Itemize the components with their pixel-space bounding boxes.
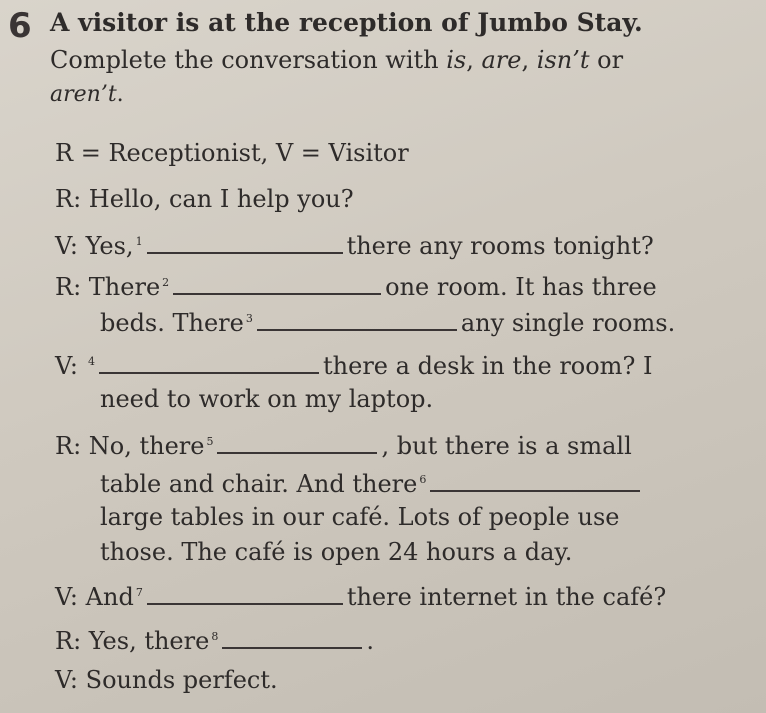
word-are: are (481, 46, 522, 74)
dialogue-line-9: large tables in our café. Lots of people use (100, 503, 620, 531)
speaker-label: R: (55, 273, 82, 301)
dialogue-text: there internet in the café? (346, 583, 667, 611)
dialogue-text: any single rooms. (460, 309, 676, 337)
dialogue-text: Yes, there (88, 627, 210, 655)
dialogue-text: one room. It has three (385, 273, 657, 301)
dialogue-text: Sounds perfect. (85, 666, 278, 694)
separator: , (466, 46, 482, 74)
gap-number: 3 (245, 312, 253, 325)
dialogue-line-8 (100, 465, 644, 499)
word-arent: aren’t (50, 82, 117, 107)
speaker-label: V: (55, 666, 79, 694)
dialogue-line-13 (55, 665, 278, 695)
dialogue-text: there a desk in the room? I (323, 352, 653, 380)
period: . (116, 82, 124, 107)
answer-blank-8[interactable] (222, 625, 362, 649)
dialogue-line-5 (55, 347, 652, 381)
dialogue-line-6: need to work on my laptop. (100, 385, 434, 413)
dialogue-line-10: those. The café is open 24 hours a day. (100, 538, 573, 566)
dialogue-line-1 (55, 184, 354, 214)
exercise-number: 6 (8, 6, 32, 46)
or-text: or (589, 46, 624, 74)
answer-blank-4[interactable] (99, 350, 319, 374)
dialogue-text: There (88, 273, 161, 301)
speaker-label: V: (55, 583, 79, 611)
answer-blank-5[interactable] (217, 430, 377, 454)
speaker-label: V: (55, 232, 79, 260)
answer-blank-6[interactable] (430, 468, 640, 492)
dialogue-text: Hello, can I help you? (88, 185, 354, 213)
dialogue-text: beds. There (100, 309, 244, 337)
word-is: is (446, 46, 467, 74)
gap-number: 1 (135, 235, 143, 248)
word-isnt: isn’t (536, 46, 590, 74)
speaker-legend: R = Receptionist, V = Visitor (55, 139, 409, 167)
dialogue-text: table and chair. And there (100, 470, 418, 498)
answer-blank-3[interactable] (257, 307, 457, 331)
dialogue-line-7 (55, 427, 632, 461)
gap-number: 6 (419, 473, 427, 486)
dialogue-line-3 (55, 268, 657, 302)
gap-number: 7 (135, 586, 143, 599)
instruction-line-1 (50, 45, 623, 75)
dialogue-line-11 (55, 578, 666, 612)
dialogue-text: , but there is a small (381, 432, 632, 460)
separator: , (521, 46, 537, 74)
dialogue-text: No, there (88, 432, 205, 460)
gap-number: 4 (88, 355, 96, 368)
dialogue-line-4 (100, 304, 675, 338)
dialogue-text: there any rooms tonight? (346, 232, 654, 260)
dialogue-text: . (366, 627, 374, 655)
speaker-label: R: (55, 627, 82, 655)
answer-blank-1[interactable] (147, 230, 343, 254)
instruction-text: Complete the conversation with (50, 46, 447, 74)
dialogue-text: Yes, (85, 232, 134, 260)
dialogue-line-12 (55, 622, 374, 656)
gap-number: 5 (206, 435, 214, 448)
answer-blank-7[interactable] (147, 581, 343, 605)
answer-blank-2[interactable] (173, 271, 381, 295)
speaker-label: R: (55, 185, 82, 213)
gap-number: 8 (211, 630, 219, 643)
exercise-title: A visitor is at the reception of Jumbo Stay. (50, 8, 643, 37)
speaker-label: V: (55, 352, 79, 380)
speaker-label: R: (55, 432, 82, 460)
gap-number: 2 (162, 276, 170, 289)
instruction-line-2 (50, 80, 124, 110)
dialogue-line-2 (55, 227, 654, 261)
dialogue-text: And (85, 583, 134, 611)
